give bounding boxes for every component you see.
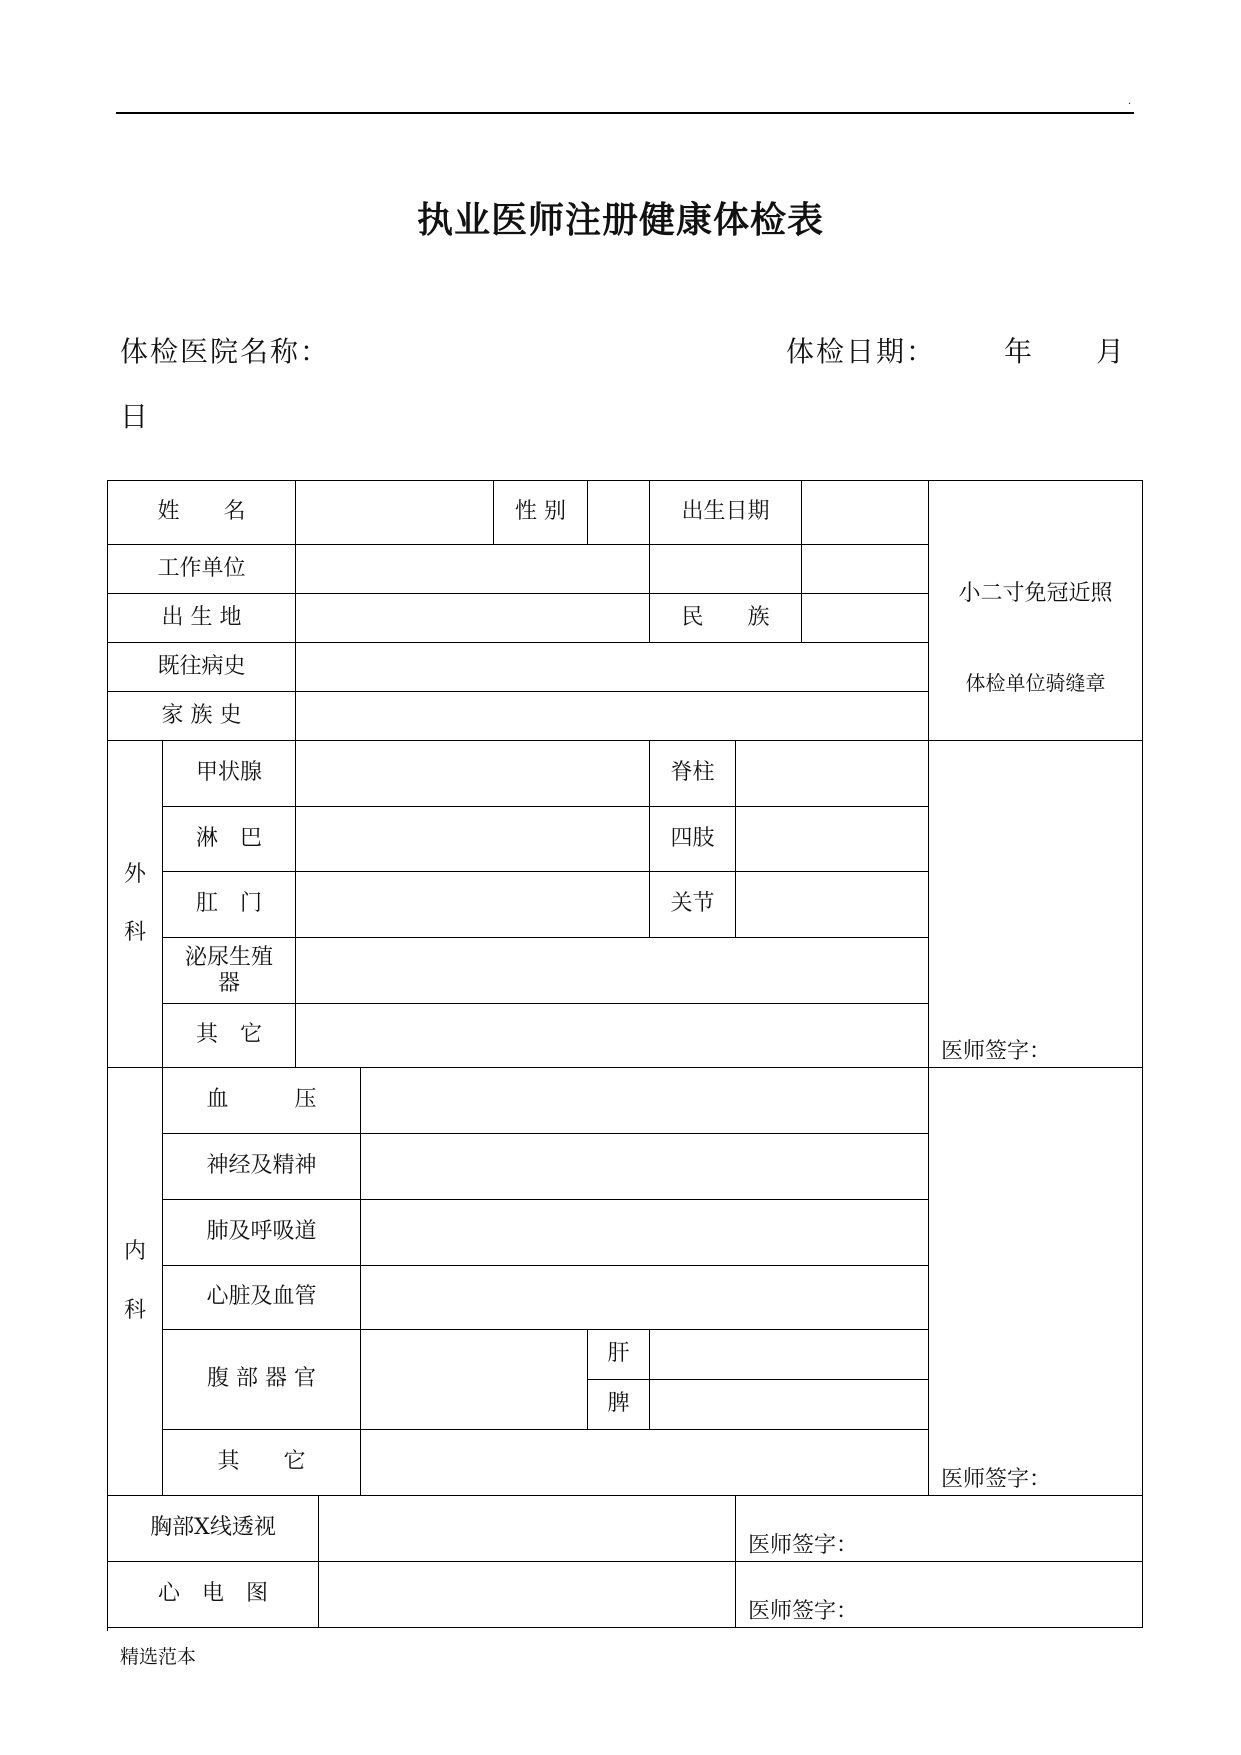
urogenital-label: 泌尿生殖器 (163, 938, 296, 1004)
family-history-field[interactable] (296, 692, 929, 741)
family-history-label: 家 族 史 (108, 692, 296, 741)
spleen-field[interactable] (650, 1380, 929, 1430)
work-unit-label: 工作单位 (108, 545, 296, 594)
seal-note: 体检单位骑缝章 (965, 671, 1106, 696)
abdomen-label: 腹 部 器 官 (163, 1330, 361, 1430)
birthplace-field[interactable] (296, 594, 650, 643)
photo-note: 小二寸免冠近照 (958, 581, 1113, 606)
neuro-label: 神经及精神 (163, 1134, 361, 1200)
ecg-label: 心 电 图 (108, 1562, 319, 1628)
medical-history-field[interactable] (296, 643, 929, 692)
work-unit-extra-field[interactable] (650, 545, 802, 594)
gender-field[interactable] (588, 481, 650, 545)
surgery-other-label: 其 它 (163, 1004, 296, 1068)
lungs-field[interactable] (361, 1200, 929, 1266)
anus-label: 肛 门 (163, 872, 296, 938)
internal-signature[interactable]: 医师签字： (929, 1068, 1143, 1496)
name-field[interactable] (296, 481, 494, 545)
photo-box (929, 481, 1143, 741)
birthdate-label: 出生日期 (650, 481, 802, 545)
liver-field[interactable] (650, 1330, 929, 1380)
xray-signature[interactable]: 医师签字： (736, 1496, 1143, 1562)
blood-pressure-label: 血 压 (163, 1068, 361, 1134)
internal-section-label: 内 科 (108, 1068, 163, 1496)
spine-field[interactable] (736, 741, 929, 807)
form-title: 执业医师注册健康体检表 (416, 199, 824, 241)
spleen-label: 脾 (588, 1380, 650, 1430)
lymph-field[interactable] (296, 807, 650, 872)
internal-other-field[interactable] (361, 1430, 929, 1496)
joints-label: 关节 (650, 872, 736, 938)
birthplace-label: 出 生 地 (108, 594, 296, 643)
thyroid-label: 甲状腺 (163, 741, 296, 807)
birthdate-field[interactable] (802, 481, 929, 545)
xray-field[interactable] (319, 1496, 736, 1562)
xray-label: 胸部X线透视 (108, 1496, 319, 1562)
header-mark: . (1128, 96, 1132, 107)
header-rule (116, 112, 1134, 114)
thyroid-field[interactable] (296, 741, 650, 807)
lungs-label: 肺及呼吸道 (163, 1200, 361, 1266)
medical-history-label: 既往病史 (108, 643, 296, 692)
blood-pressure-field[interactable] (361, 1068, 929, 1134)
urogenital-field[interactable] (296, 938, 929, 1004)
gender-label: 性 别 (494, 481, 588, 545)
heart-label: 心脏及血管 (163, 1266, 361, 1330)
ethnicity-field[interactable] (802, 594, 929, 643)
date-day: 日 (120, 400, 151, 433)
heart-field[interactable] (361, 1266, 929, 1330)
neuro-field[interactable] (361, 1134, 929, 1200)
anus-field[interactable] (296, 872, 650, 938)
ecg-signature[interactable]: 医师签字： (736, 1562, 1143, 1628)
surgery-signature[interactable]: 医师签字： (929, 741, 1143, 1068)
limbs-label: 四肢 (650, 807, 736, 872)
date-label: 体检日期： (786, 335, 937, 368)
abdomen-field[interactable] (361, 1330, 588, 1430)
spine-label: 脊柱 (650, 741, 736, 807)
surgery-section-label: 外 科 (108, 741, 163, 1068)
internal-other-label: 其 它 (163, 1430, 361, 1496)
name-label: 姓 名 (108, 481, 296, 545)
hospital-label: 体检医院名称： (120, 335, 331, 368)
surgery-other-field[interactable] (296, 1004, 929, 1068)
work-unit-extra-field-2[interactable] (802, 545, 929, 594)
exam-table (107, 480, 1143, 1631)
lymph-label: 淋 巴 (163, 807, 296, 872)
ethnicity-label: 民 族 (650, 594, 802, 643)
date-year: 年 (1004, 335, 1035, 368)
joints-field[interactable] (736, 872, 929, 938)
ecg-field[interactable] (319, 1562, 736, 1628)
liver-label: 肝 (588, 1330, 650, 1380)
limbs-field[interactable] (736, 807, 929, 872)
work-unit-field[interactable] (296, 545, 650, 594)
date-month: 月 (1096, 335, 1127, 368)
footer-note: 精选范本 (120, 1646, 197, 1668)
